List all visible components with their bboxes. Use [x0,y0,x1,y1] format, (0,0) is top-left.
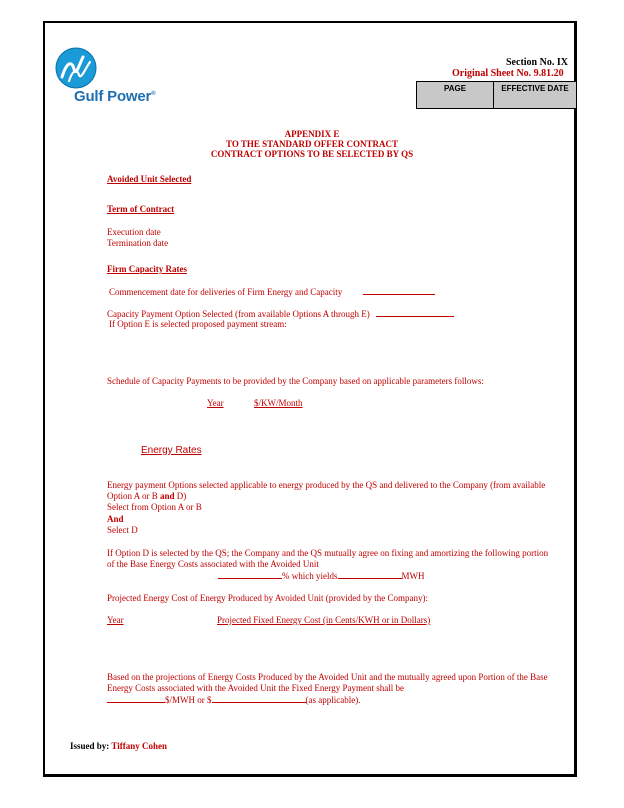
payment-option-label: Capacity Payment Option Selected (from available Options A through E) [107,308,454,319]
sheet-number: Original Sheet No. 9.81.20 [452,68,564,79]
select-d-label: Select D [107,525,138,535]
page-header-cell: PAGE [417,82,494,109]
based-on-line-1: Based on the projections of Energy Costs Produced by the Avoided Unit and the mutually agreed upon Portion of the Base [107,672,548,682]
company-logo-text: Gulf Power® [74,88,156,105]
title-line-1: APPENDIX E [284,129,340,139]
commencement-blank[interactable] [363,286,435,295]
execution-date-label: Execution date [107,227,161,237]
payment-option-blank[interactable] [376,308,454,317]
energy-options-line-2: Option A or B and D) [107,491,187,501]
percent-blank[interactable] [218,570,282,579]
title-line-3: CONTRACT OPTIONS TO BE SELECTED BY QS [210,149,414,159]
issuer-name: Tiffany Cohen [111,741,167,751]
based-on-line-2: Energy Costs associated with the Avoided Unit the Fixed Energy Payment shall be [107,683,404,693]
appendix-title [0,129,624,159]
avoided-unit-heading: Avoided Unit Selected [107,174,192,184]
section-number: Section No. IX [506,57,568,68]
firm-capacity-heading: Firm Capacity Rates [107,264,187,274]
mwh-yield-blank[interactable] [338,570,402,579]
page-date-table [416,81,577,109]
gulf-power-logo-icon [55,47,97,89]
issued-by: Issued by: Tiffany Cohen [70,741,167,751]
projected-cost-text: Projected Energy Cost of Energy Produced by Avoided Unit (provided by the Company): [107,593,428,603]
option-d-line-2: of the Base Energy Costs associated with the Avoided Unit [107,559,319,569]
mwh-rate-blank[interactable] [107,694,165,703]
effective-date-header-cell: EFFECTIVE DATE [494,82,577,109]
commencement-label: Commencement date for deliveries of Firm Energy and Capacity [109,286,435,297]
title-line-2: TO THE STANDARD OFFER CONTRACT [225,139,399,149]
year-column-header: Year [207,398,224,408]
kw-month-column-header: $/KW/Month [254,398,303,408]
payment-amount-line: $/MWH or $ (as applicable). [107,694,360,705]
term-heading: Term of Contract [107,204,175,214]
year-column-header-2: Year [107,615,124,625]
energy-rates-heading: Energy Rates [141,445,202,456]
fixed-cost-column-header: Projected Fixed Energy Cost (in Cents/KWH or in Dollars) [217,615,431,625]
select-ab-label: Select from Option A or B [107,502,202,512]
termination-date-label: Termination date [107,238,169,248]
dollar-amount-blank[interactable] [212,694,306,703]
and-label: And [107,514,124,524]
option-e-label: If Option E is selected proposed payment stream: [109,319,287,329]
option-d-line-1: If Option D is selected by the QS; the Company and the QS mutually agree on fixing and amortizing the following portion [107,548,549,558]
percent-yields-line: % which yields MWH [218,570,425,581]
energy-options-line-1: Energy payment Options selected applicable to energy produced by the QS and delivered to the Company (from available [107,480,546,490]
schedule-text: Schedule of Capacity Payments to be provided by the Company based on applicable parameters follows: [107,376,484,386]
